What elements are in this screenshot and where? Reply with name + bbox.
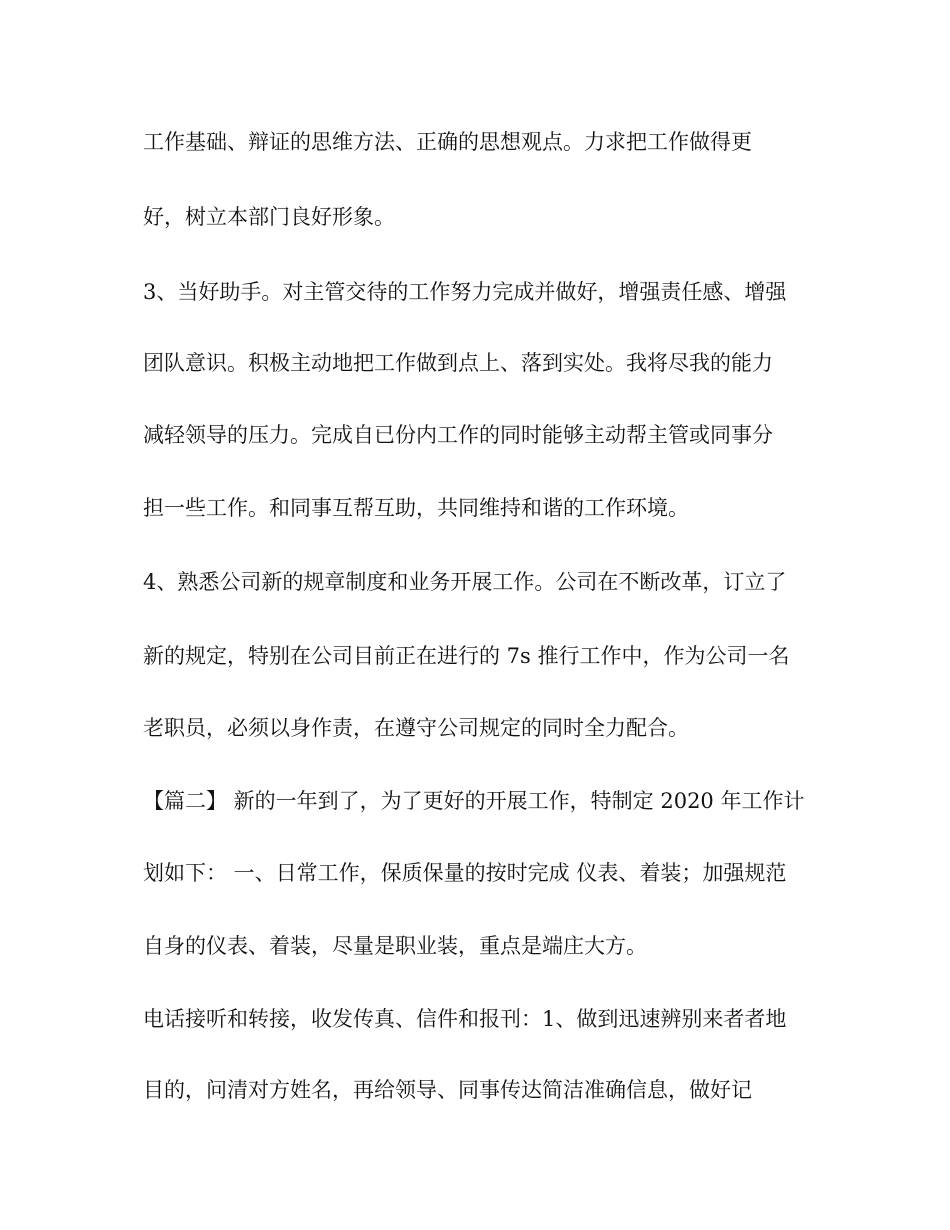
text-line: 4、熟悉公司新的规章制度和业务开展工作。公司在不断改革，订立了 [143,570,787,594]
text-line: 减轻领导的压力。完成自已份内工作的同时能够主动帮主管或同事分 [143,423,773,447]
text-line: 新的规定，特别在公司目前正在进行的 7s 推行工作中，作为公司一名 [143,644,790,668]
text-line: 担一些工作。和同事互帮互助，共同维持和谐的工作环境。 [143,496,689,520]
text-line: 目的，问清对方姓名，再给领导、同事传达简洁准确信息，做好记 [143,1078,752,1102]
text-line: 自身的仪表、着装，尽量是职业装，重点是端庄大方。 [143,934,647,958]
text-line: 团队意识。积极主动地把工作做到点上、落到实处。我将尽我的能力 [143,351,773,375]
text-line: 好，树立本部门良好形象。 [143,205,395,229]
text-line: 工作基础、辩证的思维方法、正确的思想观点。力求把工作做得更 [143,130,752,154]
text-line: 3、当好助手。对主管交待的工作努力完成并做好，增强责任感、增强 [143,280,787,304]
text-line: 电话接听和转接，收发传真、信件和报刊：1、做到迅速辨别来者者地 [143,1007,787,1031]
text-line: 划如下： 一、日常工作，保质保量的按时完成 仪表、着装；加强规范 [143,861,787,885]
text-line: 老职员，必须以身作责，在遵守公司规定的同时全力配合。 [143,716,689,740]
text-line: 【篇二】 新的一年到了，为了更好的开展工作，特制定 2020 年工作计 [143,789,805,813]
